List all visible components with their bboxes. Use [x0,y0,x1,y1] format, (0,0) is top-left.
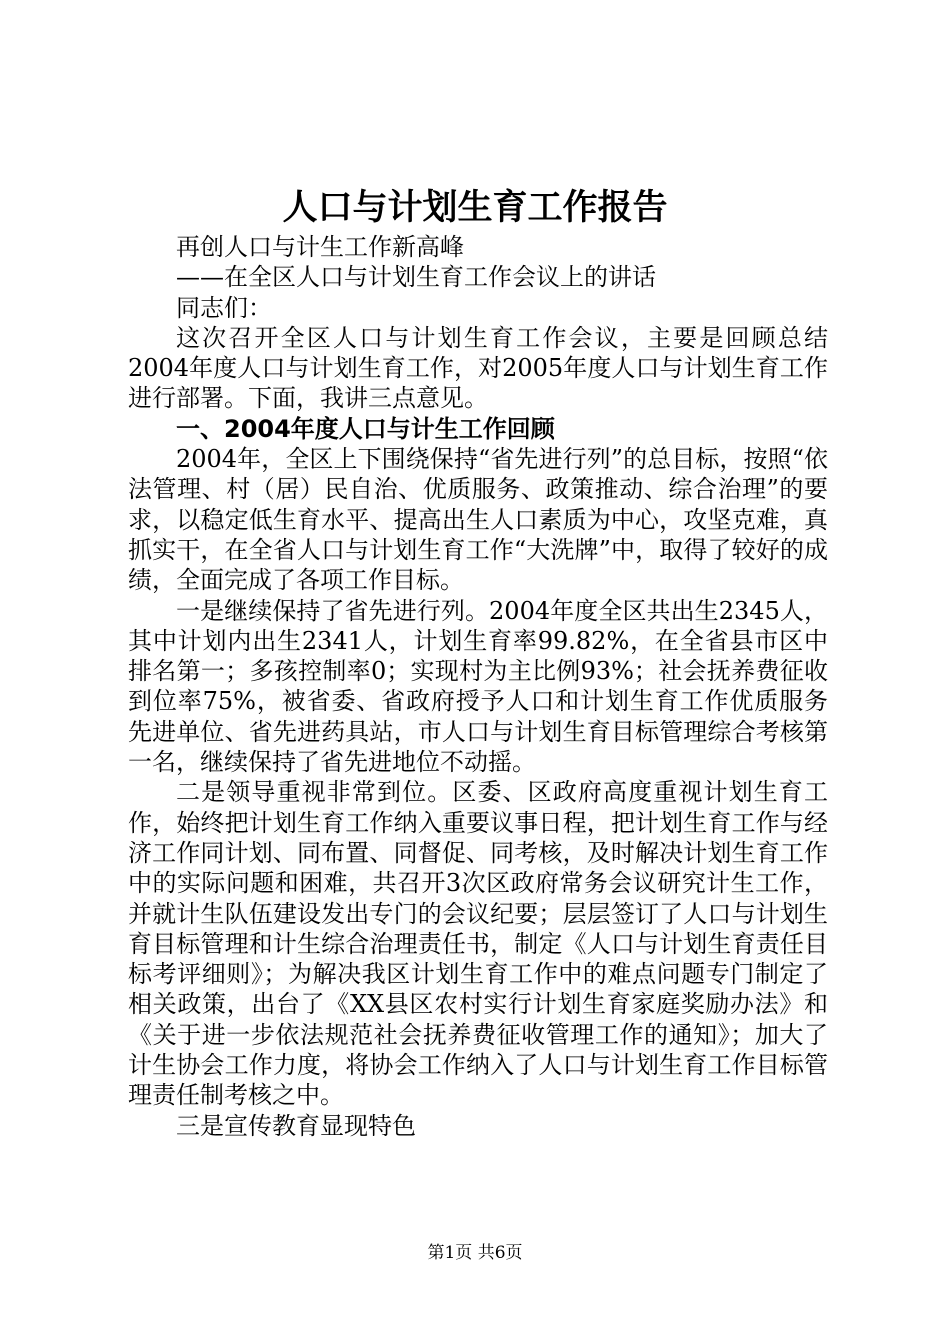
document-title: 人口与计划生育工作报告 [282,187,668,228]
page-footer: 第1页 共6页 [427,1243,523,1263]
subtitle: 再创人口与计生工作新高峰 [176,233,464,261]
salutation: 同志们： [176,293,272,322]
speech-caption: ——在全区人口与计划生育工作会议上的讲话 [176,263,656,292]
section-heading: 一、2004年度人口与计生工作回顾 [176,414,555,443]
body-paragraph: 2004年，全区上下围绕保持“省先进行列”的总目标，按照“依法管理、村（居）民自治、优质服务、政策推动、综合治理”的要求，以稳定低生育水平、提高出生人口素质为中心，攻坚克难，真抓实干，在全省人口与计划生育工作“大洗牌”中，取得了较好的成绩，全面完成了各项工作目标。 [128,445,828,595]
body-paragraph: 三是宣传教育显现特色 [176,1111,416,1140]
intro-paragraph: 这次召开全区人口与计划生育工作会议，主要是回顾总结2004年度人口与计划生育工作，对2005年度人口与计划生育工作进行部署。下面，我讲三点意见。 [128,323,828,413]
body-paragraph: 一是继续保持了省先进行列。2004年度全区共出生2345人，其中计划内出生2341人，计划生育率99.82%，在全省县市区中排名第一；多孩控制率0；实现村为主比例93%；社会抚养费征收到位率75%，被省委、省政府授予人口和计划生育工作优质服务先进单位、省先进药具站，市人口与计划生育目标管理综合考核第一名，继续保持了省先进地位不动摇。 [128,596,828,777]
document-body [128,232,828,1141]
body-paragraph: 二是领导重视非常到位。区委、区政府高度重视计划生育工作，始终把计划生育工作纳入重要议事日程，把计划生育工作与经济工作同计划、同布置、同督促、同考核，及时解决计划生育工作中的实际问题和困难，共召开3次区政府常务会议研究计生工作，并就计生队伍建设发出专门的会议纪要；层层签订了人口与计划生育目标管理和计生综合治理责任书，制定《人口与计划生育责任目标考评细则》；为解决我区计划生育工作中的难点问题专门制定了相关政策，出台了《XX县区农村实行计划生育家庭奖励办法》和《关于进一步依法规范社会抚养费征收管理工作的通知》；加大了计生协会工作力度，将协会工作纳入了人口与计划生育工作目标管理责任制考核之中。 [128,778,828,1110]
